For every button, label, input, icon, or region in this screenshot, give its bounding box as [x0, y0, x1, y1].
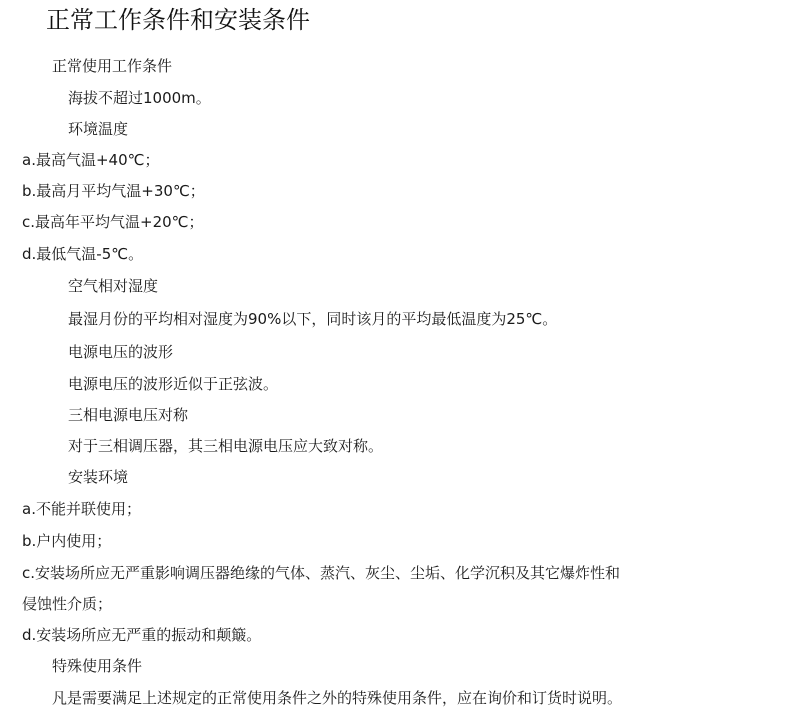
- list-item-max-yearly-avg: c.最高年平均气温+20℃；: [22, 213, 204, 231]
- humidity-text: 最湿月份的平均相对湿度为90%以下，同时该月的平均最低温度为25℃。: [68, 310, 558, 328]
- subheading-relative-humidity: 空气相对湿度: [68, 277, 159, 295]
- list-item-max-temp: a.最高气温+40℃；: [22, 151, 160, 169]
- waveform-text: 电源电压的波形近似于正弦波。: [68, 375, 279, 393]
- section-heading-normal-conditions: 正常使用工作条件: [52, 57, 173, 75]
- list-item-no-harmful-media-cont: 侵蚀性介质；: [22, 595, 113, 613]
- subheading-installation-environment: 安装环境: [68, 468, 129, 486]
- section-heading-special-conditions: 特殊使用条件: [52, 657, 143, 675]
- subheading-voltage-waveform: 电源电压的波形: [68, 343, 174, 361]
- altitude-text: 海拔不超过1000m。: [68, 89, 211, 107]
- special-conditions-text: 凡是需要满足上述规定的正常使用条件之外的特殊使用条件，应在询价和订货时说明。: [52, 689, 623, 707]
- subheading-ambient-temperature: 环境温度: [68, 120, 129, 138]
- list-item-no-harmful-media: c.安装场所应无严重影响调压器绝缘的气体、蒸汽、灰尘、尘垢、化学沉积及其它爆炸性和: [22, 564, 621, 582]
- list-item-no-vibration: d.安装场所应无严重的振动和颠簸。: [22, 626, 262, 644]
- subheading-three-phase-symmetry: 三相电源电压对称: [68, 406, 189, 424]
- list-item-min-temp: d.最低气温-5℃。: [22, 245, 144, 263]
- page-title: 正常工作条件和安装条件: [46, 6, 310, 34]
- list-item-max-monthly-avg: b.最高月平均气温+30℃；: [22, 182, 205, 200]
- list-item-indoor: b.户内使用；: [22, 532, 112, 550]
- list-item-no-parallel: a.不能并联使用；: [22, 500, 141, 518]
- symmetry-text: 对于三相调压器，其三相电源电压应大致对称。: [68, 437, 384, 455]
